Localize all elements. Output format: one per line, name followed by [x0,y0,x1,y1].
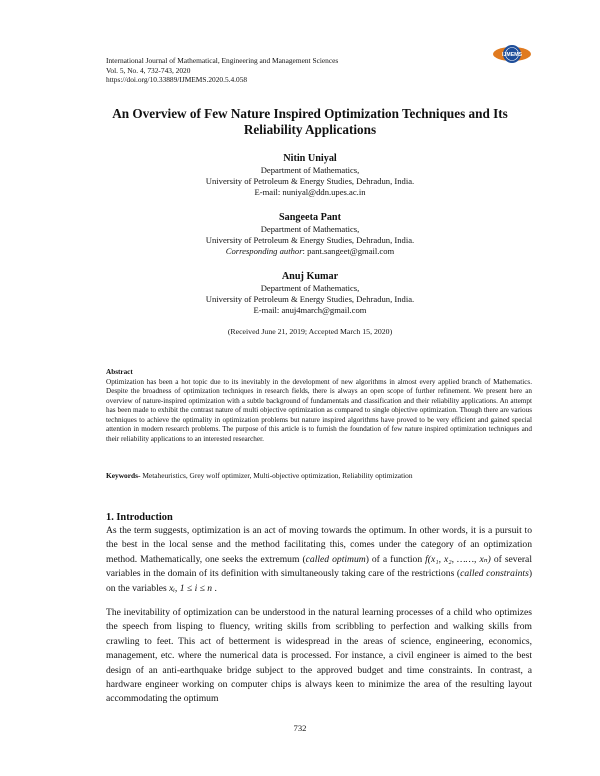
abstract [106,368,532,444]
math-function: f(x₁, x₂, ……, xₙ) [425,553,491,565]
title-line-2: Reliability Applications [243,122,377,137]
journal-header [106,56,338,85]
author-block-3 [100,270,520,317]
journal-volume: Vol. 5, No. 4, 732-743, 2020 [106,65,191,75]
author-email[interactable]: anuj4march@gmail.com [281,305,367,316]
section-heading: 1. Introduction [106,512,173,523]
paragraph-1 [106,524,532,596]
keywords-label: Keywords- [106,471,141,480]
author-contact [100,187,520,198]
emphasis: called constraints [460,568,529,580]
logo-text: IJMEMS [502,52,522,59]
keywords-text: Metaheuristics, Grey wolf optimizer, Multi-objective optimization, Reliability optimization [140,471,413,480]
contact-label: E-mail: [254,187,283,198]
received-dates: (Received June 21, 2019; Accepted March 15, 2020) [227,327,393,336]
keywords [106,471,532,480]
text-run: ) of a function [365,553,426,565]
author-contact [100,246,520,257]
paragraph-2: The inevitability of optimization can be understood in the natural learning processes of a child who optimizes the speech from lisping to fluency, writing skills from scribbling to perfection and walking skills from crawling to feet. This act of betterment is widespread in the areas of science, engineering, economics, management, etc. where the numerical data is processed. For instance, a civil engineer is aimed to the best design of an anti-earthquake bridge subject to the approved budget and time constraints. In contrast, a hardware engineer working on computer chips is always keen to minimize the area of the resulting layout accommodating the optimum [106,607,532,705]
journal-logo [492,43,532,65]
author-dept: Department of Mathematics, [260,283,360,293]
author-univ: University of Petroleum & Energy Studies, Dehradun, India. [205,235,415,246]
text-run: ) on the variables [106,568,533,594]
author-email[interactable]: nuniyal@ddn.upes.ac.in [282,187,366,198]
abstract-text: Optimization has been a hot topic due to its inevitably in the development of new algorithms in almost every applied branch of Mathematics. Despite the broadness of optimization techniques in research fields, there is always an open scope of further refinement. We present here an overview of nature-inspired optimization with a subtle background of fundamentals and classification and their reliability applications. An attempt has been made to exhibit the contrast nature of multi objective optimization as compared to single objective optimization. Though there are various techniques to achieve the optimality in optimization problems but nature inspired algorithms have proved to be very efficient and gained special attention in modern research problems. The purpose of this article is to furnish the foundation of few nature inspired optimization techniques and their reliability applications to an interested researcher. [106,377,532,443]
paper-title [80,106,540,138]
author-name: Sangeeta Pant [279,212,341,223]
author-block-2 [100,211,520,258]
author-contact [100,305,520,316]
author-name: Anuj Kumar [281,271,339,282]
journal-doi[interactable]: https://doi.org/10.33889/IJMEMS.2020.5.4.058 [106,75,248,85]
author-univ: University of Petroleum & Energy Studies, Dehradun, India. [205,294,415,305]
author-dept: Department of Mathematics, [260,165,360,175]
author-block-1 [100,152,520,199]
contact-label: Corresponding author [225,246,303,257]
author-name: Nitin Uniyal [283,153,337,164]
journal-name: International Journal of Mathematical, Engineering and Management Sciences [106,56,339,65]
text-run: As the term suggests, optimization is an act of moving towards the optimum. In other words, it is a pursuit to the best in the local sense and the method facilitating this, comes under the category of an optimization method. Mathematically, one seeks the extremum ( [106,525,532,565]
text-run: of several variables in the domain of its definition with simultaneously taking care of the restrictions ( [106,553,532,580]
text-run: . [212,582,217,594]
abstract-heading: Abstract [106,368,133,376]
math-variables: xᵢ, 1 ≤ i ≤ n [169,582,213,594]
page-number: 732 [293,723,307,733]
title-line-1: An Overview of Few Nature Inspired Optimization Techniques and Its [112,106,508,121]
author-email[interactable]: : pant.sangeet@gmail.com [302,246,395,257]
author-univ: University of Petroleum & Energy Studies, Dehradun, India. [205,176,415,187]
author-dept: Department of Mathematics, [260,224,360,234]
emphasis: called optimum [305,553,366,565]
contact-label: E-mail: [253,305,282,316]
